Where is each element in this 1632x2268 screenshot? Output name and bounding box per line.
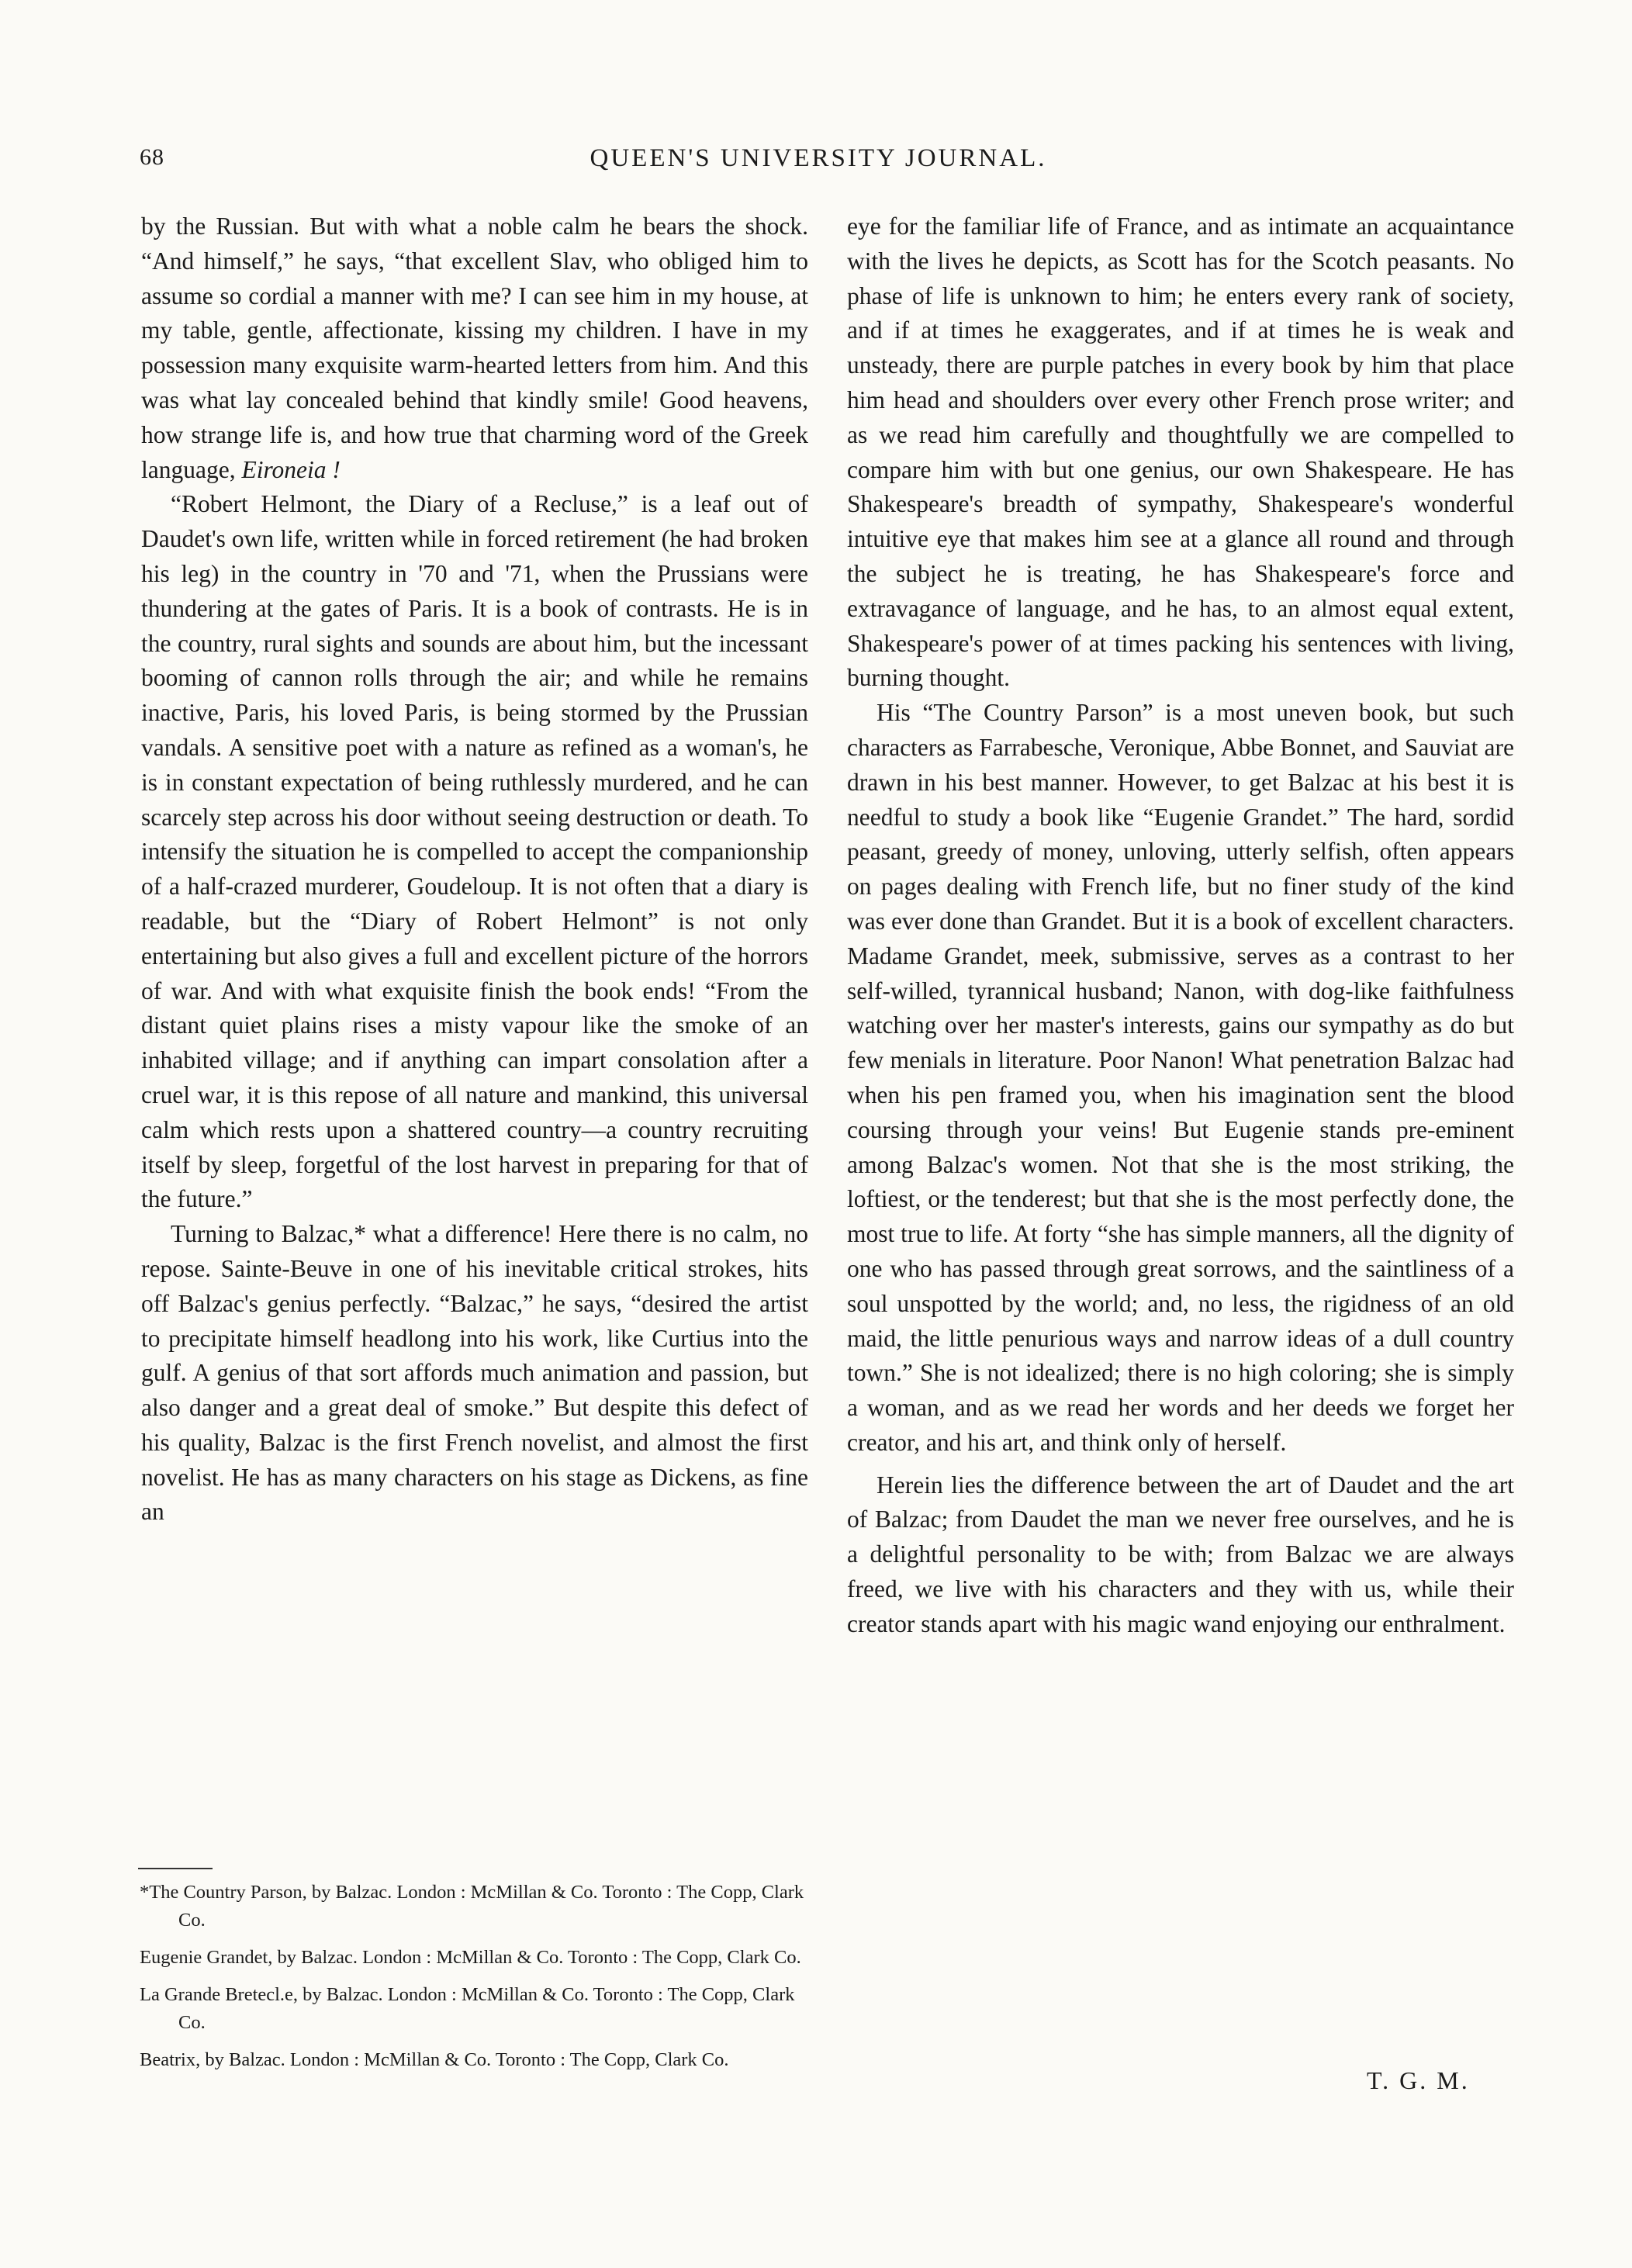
footnote: Beatrix, by Balzac. London : McMillan & Co. Toronto : The Copp, Clark Co.	[140, 2049, 729, 2070]
page-header	[140, 144, 1497, 183]
page-number: 68	[140, 144, 164, 170]
footnote: *The Country Parson, by Balzac. London : McMillan & Co. Toronto : The Copp, Clark Co.	[140, 1882, 804, 1931]
paragraph: Turning to Balzac,* what a difference! Here there is no calm, no repose. Sainte-Beuve in one of his inevitable critical strokes, hits off Balzac's genius perfectly. “Balzac,” he says, “desired the artist to precipitate himself headlong into his work, like Curtius into the gulf. A genius of that sort affords much animation and passion, but also danger and a great deal of smoke.” But despite this defect of his quality, Balzac is the first French novelist, and almost the first novelist. He has as many characters on his stage as Dickens, as fine an	[141, 1220, 808, 1526]
footnote: La Grande Bretecl.e, by Balzac. London : McMillan & Co. Toronto : The Copp, Clark Co.	[140, 1984, 795, 2033]
paragraph	[141, 209, 808, 487]
paragraph: eye for the familiar life of France, and as intimate an acquaintance with the lives he depicts, as Scott has for the Scotch peasants. No phase of life is unknown to him; he enters every rank of society, and if at times he exaggerates, and if at times he is weak and unsteady, there are purple patches in every book by him that place him head and shoulders over every other French prose writer; and as we read him carefully and thoughtfully we are compelled to compare him with but one genius, our own Shakespeare. He has Shakespeare's breadth of sympathy, Shakespeare's wonderful intuitive eye that makes him see at a glance all round and through the subject he is treating, he has Shakespeare's force and extravagance of language, and he has, to an almost equal extent, Shakespeare's power of at times packing his sentences with living, burning thought.	[847, 213, 1514, 692]
author-signature: T. G. M.	[1367, 2066, 1470, 2094]
right-column	[847, 209, 1514, 1642]
paragraph: Herein lies the difference between the art of Daudet and the art of Balzac; from Daudet the man we never free ourselves, and he is a delightful personality to be with; from Balzac we are always freed, we live with his characters and they with us, while their creator stands apart with his magic wand enjoying our enthralment.	[847, 1471, 1514, 1637]
footnote-divider	[138, 1868, 213, 1869]
footnote: Eugenie Grandet, by Balzac. London : McMillan & Co. Toronto : The Copp, Clark Co.	[140, 1947, 801, 1968]
left-column	[141, 209, 808, 1530]
paragraph: His “The Country Parson” is a most uneven book, but such characters as Farrabesche, Veronique, Abbe Bonnet, and Sauviat are drawn in his best manner. However, to get Balzac at his best it is needful to study a book like “Eugenie Grandet.” The hard, sordid peasant, greedy of money, unloving, utterly selfish, often appears on pages dealing with French life, but no finer study of the kind was ever done than Grandet. But it is a book of excellent characters. Madame Grandet, meek, submissive, serves as a contrast to her self-willed, tyrannical husband; Nanon, with dog-like faithfulness watching over her master's interests, gains our sympathy as do but few menials in literature. Poor Nanon! What penetration Balzac had when his pen framed you, when his imagination sent the blood coursing through your veins! But Eugenie stands pre-eminent among Balzac's women. Not that she is the most striking, the loftiest, or the tenderest; but that she is the most perfectly done, the most true to life. At forty “she has simple manners, all the dignity of one who has passed through great sorrows, and the saintliness of a soul unspotted by the world; and, no less, the rigidness of an old maid, the little penurious ways and narrow ideas of a dull country town.” She is not idealized; there is no high coloring; she is simply a woman, and as we read her words and her deeds we forget her creator, and his art, and think only of herself.	[847, 699, 1514, 1456]
italic-word: Eironeia !	[241, 455, 341, 483]
paragraph-text: by the Russian. But with what a noble calm he bears the shock. “And himself,” he says, “that excellent Slav, who obliged him to assume so cordial a manner with me? I can see him in my house, at my table, gentle, affectionate, kissing my children. I have in my possession many exquisite warm-hearted letters from him. And this was what lay concealed behind that kindly smile! Good heavens, how strange life is, and how true that charming word of the Greek language,	[141, 213, 808, 483]
paragraph: “Robert Helmont, the Diary of a Recluse,” is a leaf out of Daudet's own life, written while in forced retirement (he had broken his leg) in the country in '70 and '71, when the Prussians were thundering at the gates of Paris. It is a book of contrasts. He is in the country, rural sights and sounds are about him, but the incessant booming of cannon rolls through the air; and while he remains inactive, Paris, his loved Paris, is being stormed by the Prussian vandals. A sensitive poet with a nature as refined as a woman's, he is in constant expectation of being ruthlessly murdered, and he can scarcely step across his door without seeing destruction or death. To intensify the situation he is compelled to accept the companionship of a half-crazed murderer, Goudeloup. It is not often that a diary is readable, but the “Diary of Robert Helmont” is not only entertaining but also gives a full and excellent picture of the horrors of war. And with what exquisite finish the book ends! “From the distant quiet plains rises a misty vapour like the smoke of an inhabited village; and if anything can impart consolation after a cruel war, it is this repose of all nature and mankind, this universal calm which rests upon a shattered country—a country recruiting itself by sleep, forgetful of the lost harvest in preparing for that of the future.”	[141, 490, 808, 1213]
journal-title: QUEEN'S UNIVERSITY JOURNAL.	[590, 144, 1047, 172]
footnotes	[140, 1879, 807, 2083]
